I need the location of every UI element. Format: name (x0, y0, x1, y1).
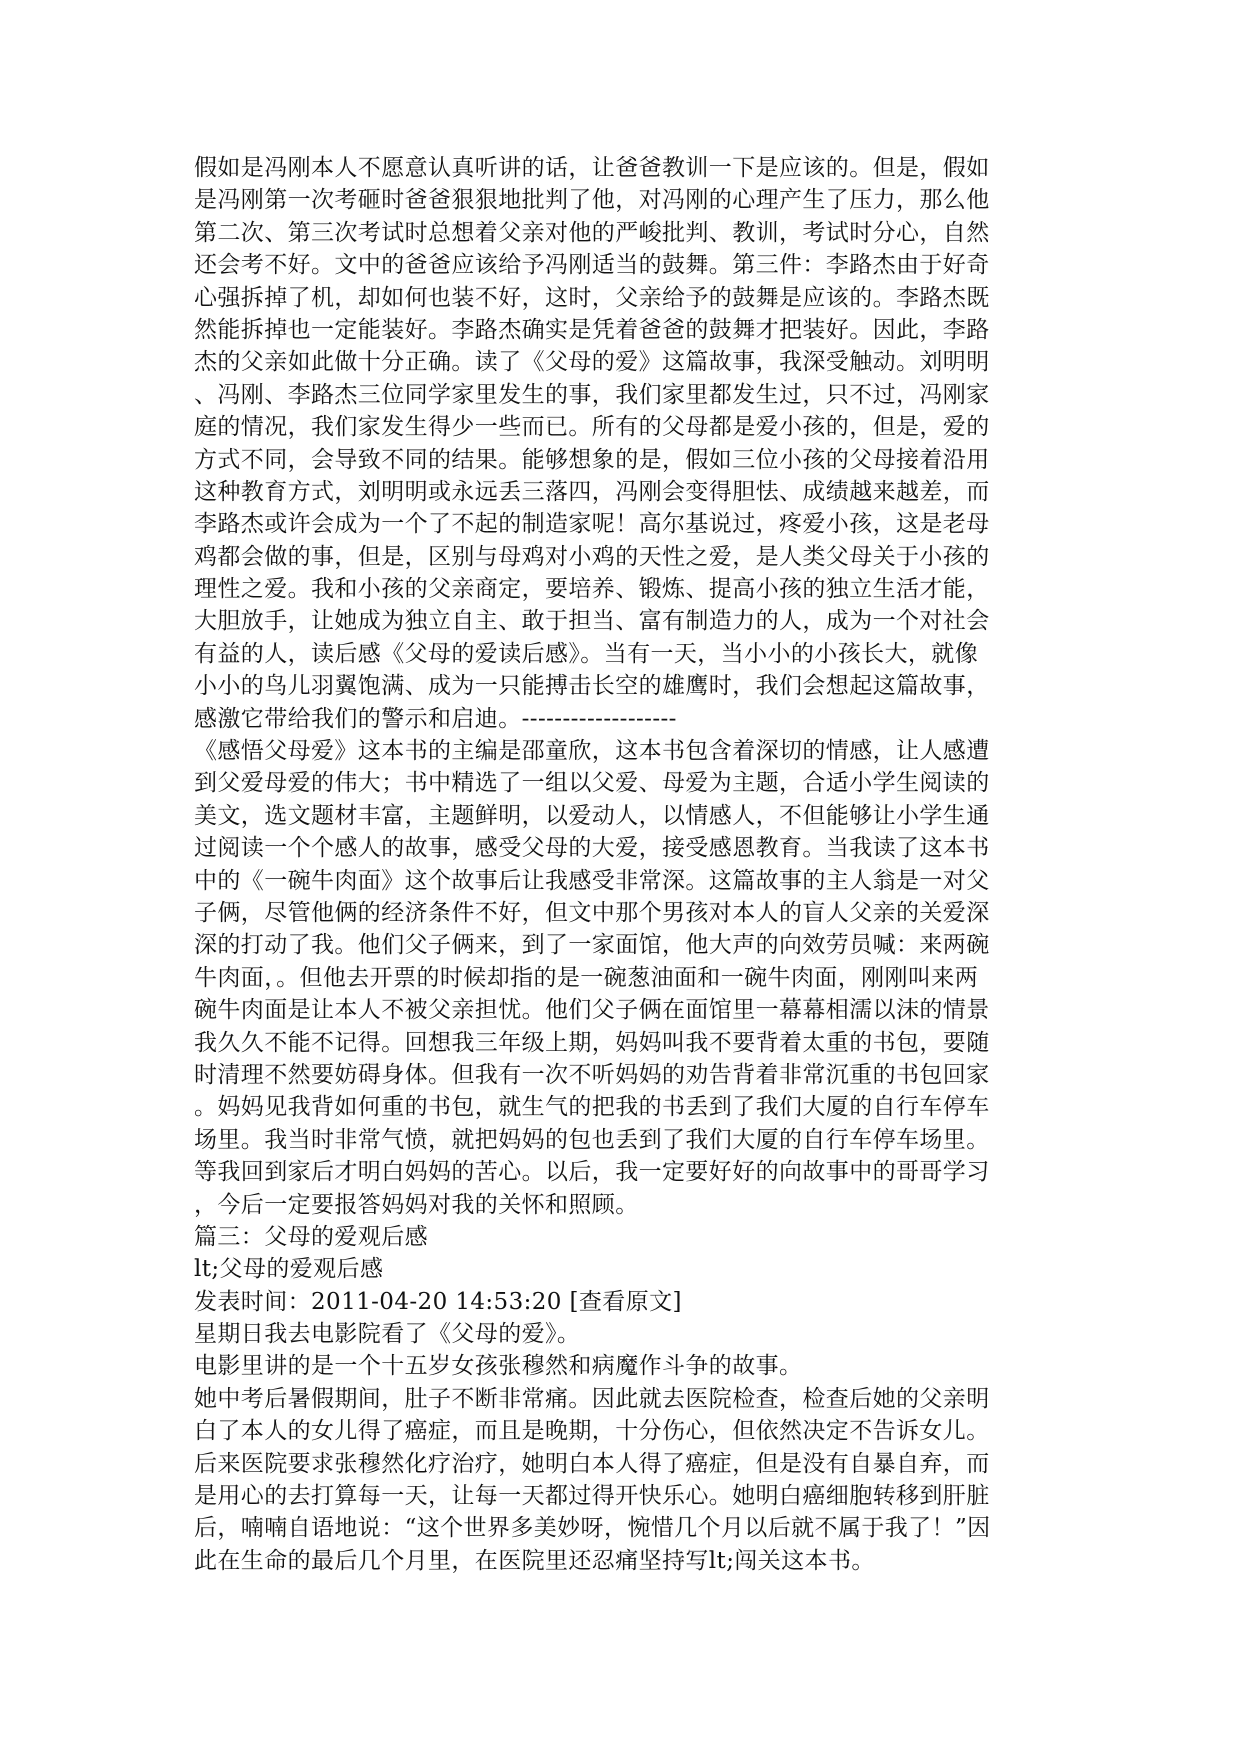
text-line: 这种教育方式，刘明明或永远丢三落四，冯刚会变得胆怯、成绩越来越差，而 (194, 478, 990, 505)
text-line: 大胆放手，让她成为独立自主、敢于担当、富有制造力的人，成为一个对社会 (194, 608, 990, 635)
text-line: 她中考后暑假期间，肚子不断非常痛。因此就去医院检查，检查后她的父亲明 (194, 1385, 990, 1412)
publish-time-line: 发表时间：2011-04-20 14:53:20 [查看原文] (194, 1288, 682, 1315)
text-line: 心强拆掉了机，却如何也装不好，这时，父亲给予的鼓舞是应该的。李路杰既 (194, 284, 990, 311)
text-line: 白了本人的女儿得了癌症，而且是晚期，十分伤心，但依然决定不告诉女儿。 (194, 1418, 990, 1445)
text-line: 中的《一碗牛肉面》这个故事后让我感受非常深。这篇故事的主人翁是一对父 (194, 867, 990, 894)
text-line: 是冯刚第一次考砸时爸爸狠狠地批判了他，对冯刚的心理产生了压力，那么他 (194, 187, 990, 214)
text-line: 电影里讲的是一个十五岁女孩张穆然和病魔作斗争的故事。 (194, 1353, 803, 1380)
text-line: 到父爱母爱的伟大；书中精选了一组以父爱、母爱为主题，合适小学生阅读的 (194, 770, 990, 797)
document-body (194, 152, 1054, 1577)
text-line: 小小的鸟儿羽翼饱满、成为一只能搏击长空的雄鹰时，我们会想起这篇故事， (194, 673, 990, 700)
text-line: lt;父母的爱观后感 (194, 1256, 384, 1283)
text-line: 场里。我当时非常气愤，就把妈妈的包也丢到了我们大厦的自行车停车场里。 (194, 1126, 990, 1153)
text-line: 。妈妈见我背如何重的书包，就生气的把我的书丢到了我们大厦的自行车停车 (194, 1094, 990, 1121)
text-line: 后来医院要求张穆然化疗治疗，她明白本人得了癌症，但是没有自暴自弃，而 (194, 1450, 990, 1477)
text-line: 假如是冯刚本人不愿意认真听讲的话，让爸爸教训一下是应该的。但是，假如 (194, 155, 990, 181)
text-line: 时清理不然要妨碍身体。但我有一次不听妈妈的劝告背着非常沉重的书包回家 (194, 1061, 990, 1088)
text-line: 方式不同，会导致不同的结果。能够想象的是，假如三位小孩的父母接着沿用 (194, 446, 990, 473)
text-line: 感激它带给我们的警示和启迪。------------------- (194, 705, 677, 732)
text-line: 有益的人，读后感《父母的爱读后感》。当有一天，当小小的小孩长大，就像 (194, 640, 979, 667)
text-line: 深的打动了我。他们父子俩来，到了一家面馆，他大声的向效劳员喊：来两碗 (194, 932, 990, 959)
text-line: 庭的情况，我们家发生得少一些而已。所有的父母都是爱小孩的，但是，爱的 (194, 414, 990, 441)
text-line: 是用心的去打算每一天，让每一天都过得开快乐心。她明白癌细胞转移到肝脏 (194, 1483, 990, 1510)
text-line: 此在生命的最后几个月里，在医院里还忍痛坚持写lt;闯关这本书。 (194, 1547, 875, 1574)
text-line: 李路杰或许会成为一个了不起的制造家呢！高尔基说过，疼爱小孩，这是老母 (194, 511, 990, 538)
text-line: 理性之爱。我和小孩的父亲商定，要培养、锻炼、提高小孩的独立生活才能， (194, 576, 990, 603)
text-line: 然能拆掉也一定能装好。李路杰确实是凭着爸爸的鼓舞才把装好。因此，李路 (194, 316, 990, 343)
text-line: 、冯刚、李路杰三位同学家里发生的事，我们家里都发生过，只不过，冯刚家 (194, 381, 990, 408)
text-line: 还会考不好。文中的爸爸应该给予冯刚适当的鼓舞。第三件：李路杰由于好奇 (194, 252, 990, 279)
text-line: 第二次、第三次考试时总想着父亲对他的严峻批判、教训，考试时分心，自然 (194, 219, 990, 246)
text-line: 《感悟父母爱》这本书的主编是邵童欣，这本书包含着深切的情感，让人感遭 (194, 738, 990, 765)
text-line: 碗牛肉面是让本人不被父亲担忧。他们父子俩在面馆里一幕幕相濡以沫的情景 (194, 997, 990, 1024)
text-line: 等我回到家后才明白妈妈的苦心。以后，我一定要好好的向故事中的哥哥学习 (194, 1159, 990, 1186)
text-line: 美文，选文题材丰富，主题鲜明，以爱动人，以情感人，不但能够让小学生通 (194, 802, 990, 829)
section-heading: 篇三：父母的爱观后感 (194, 1223, 428, 1250)
text-line: 杰的父亲如此做十分正确。读了《父母的爱》这篇故事，我深受触动。刘明明 (194, 349, 990, 376)
text-line: 牛肉面，。但他去开票的时候却指的是一碗葱油面和一碗牛肉面，刚刚叫来两 (194, 964, 979, 991)
text-line: 星期日我去电影院看了《父母的爱》。 (194, 1321, 581, 1348)
text-line: 鸡都会做的事，但是，区别与母鸡对小鸡的天性之爱，是人类父母关于小孩的 (194, 543, 990, 570)
text-line: 后，喃喃自语地说：“这个世界多美妙呀，惋惜几个月以后就不属于我了！”因 (194, 1515, 991, 1542)
text-line: 我久久不能不记得。回想我三年级上期，妈妈叫我不要背着太重的书包，要随 (194, 1029, 990, 1056)
text-line: 过阅读一个个感人的故事，感受父母的大爱，接受感恩教育。当我读了这本书 (194, 835, 990, 862)
text-line: 子俩，尽管他俩的经济条件不好，但文中那个男孩对本人的盲人父亲的关爱深 (194, 899, 990, 926)
text-line: ，今后一定要报答妈妈对我的关怀和照顾。 (194, 1191, 639, 1218)
